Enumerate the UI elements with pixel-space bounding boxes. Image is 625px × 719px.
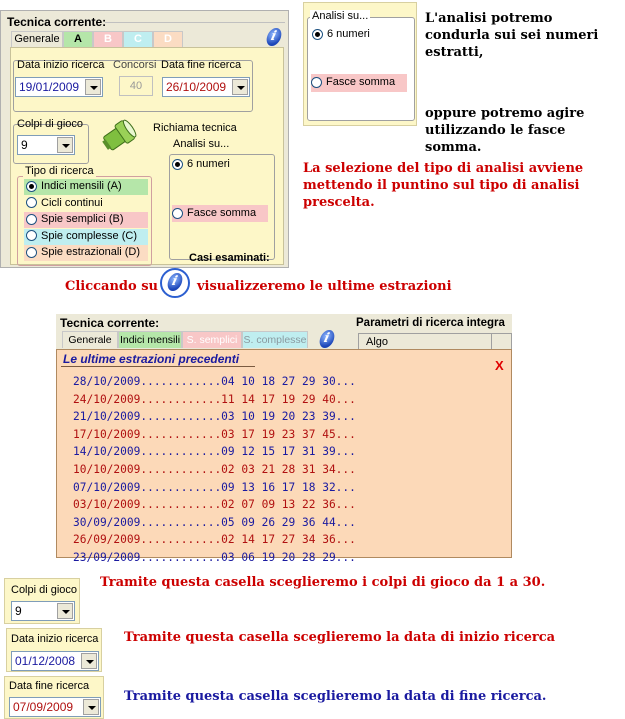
date-end-combo[interactable] (162, 77, 250, 97)
date-end-label: Data fine ricerca (161, 59, 242, 71)
analisi-opt2[interactable] (172, 205, 268, 222)
tipo-radio[interactable] (26, 247, 37, 258)
concorsi-field: 40 (119, 76, 153, 96)
tipo-option-label: Cicli continui (41, 196, 103, 209)
fine-panel (4, 676, 104, 719)
analisi2-opt2-label: Fasce somma (326, 76, 396, 88)
tipo-option-label: Indici mensili (A) (41, 180, 122, 192)
tipo-radio[interactable] (26, 197, 37, 208)
tipo-option-label: Spie semplici (B) (41, 213, 124, 226)
tipo-radio[interactable] (26, 181, 37, 192)
info-note-after: visualizzeremo le ultime estrazioni (197, 279, 452, 294)
casi-label: Casi esaminati: (189, 252, 270, 264)
info-icon[interactable] (318, 330, 336, 350)
tipo-option-label: Spie complesse (C) (41, 229, 137, 242)
chevron-down-icon[interactable] (57, 137, 73, 153)
tab-bar (11, 31, 183, 47)
fine-note: Tramite questa casella sceglieremo la data di fine ricerca. (124, 689, 547, 704)
popup-title: Le ultime estrazioni precedenti (63, 352, 240, 366)
flashlight-icon[interactable] (97, 116, 141, 156)
note-2: oppure potremo agire utilizzando le fasce somma. (425, 106, 585, 155)
tipo-option[interactable] (24, 179, 148, 195)
extractions-list (73, 373, 356, 567)
technique-panel-2 (56, 314, 512, 354)
inizio-label: Data inizio ricerca (11, 633, 99, 645)
close-button[interactable]: X (495, 358, 504, 373)
params-label: Parametri di ricerca integra (356, 317, 505, 329)
tab-generale[interactable]: Generale (11, 31, 63, 47)
colpi-combo[interactable] (17, 135, 75, 155)
tab-content (10, 47, 284, 265)
colpi-value-2: 9 (15, 604, 22, 618)
chevron-down-icon[interactable] (83, 699, 99, 715)
tipo-option[interactable] (24, 245, 148, 261)
tab-bar-2 (62, 331, 308, 348)
radio-6-numeri[interactable] (312, 29, 323, 40)
extraction-row: 24/10/2009............11 14 17 19 29 40... (73, 392, 356, 406)
info-circle (160, 268, 190, 298)
date-start-label: Data inizio ricerca (17, 59, 105, 71)
technique-panel (0, 10, 289, 268)
analisi-opt2-label: Fasce somma (187, 207, 257, 219)
note-1: L'analisi potremo condurla sui sei numeri estratti, (425, 11, 599, 60)
analisi2-opt1[interactable] (312, 28, 370, 40)
analisi2-opt1-label: 6 numeri (327, 28, 370, 40)
inizio-value: 01/12/2008 (15, 654, 76, 668)
extraction-row: 26/09/2009............02 14 17 27 34 36... (73, 533, 356, 547)
tipo-option[interactable] (24, 196, 148, 212)
analisi-opt1-label: 6 numeri (187, 158, 230, 170)
date-end-value: 26/10/2009 (166, 80, 227, 94)
chevron-down-icon[interactable] (81, 653, 97, 669)
tab-generale[interactable]: Generale (62, 331, 118, 348)
tipo-option-label: Spie estrazionali (D) (41, 246, 141, 259)
fine-label: Data fine ricerca (9, 680, 90, 692)
analisi-label: Analisi su... (173, 138, 230, 150)
extraction-row: 14/10/2009............09 12 15 17 31 39... (73, 445, 356, 459)
tipo-option[interactable] (24, 212, 148, 228)
radio-fasce-somma[interactable] (311, 77, 322, 88)
tipo-options (24, 179, 148, 262)
date-start-combo[interactable] (15, 77, 103, 97)
colpi-note: Tramite questa casella sceglieremo i colpi di gioco da 1 a 30. (100, 575, 546, 590)
chevron-down-icon[interactable] (232, 79, 248, 95)
richiama-label[interactable]: Richiama tecnica (153, 122, 237, 134)
extraction-row: 10/10/2009............02 03 21 28 31 34... (73, 462, 356, 476)
inizio-note: Tramite questa casella sceglieremo la data di inizio ricerca (124, 630, 556, 645)
panel-title-2: Tecnica corrente: (60, 316, 160, 330)
info-icon[interactable] (166, 273, 184, 293)
note-3: La selezione del tipo di analisi avviene mettendo il puntino sul tipo di analisi prescelta. (303, 161, 584, 210)
analisi-opt1[interactable] (172, 158, 230, 170)
tab-c[interactable]: C (123, 31, 153, 47)
tipo-label: Tipo di ricerca (25, 165, 94, 177)
radio-fasce-somma[interactable] (172, 208, 183, 219)
colpi-combo-2[interactable] (11, 601, 75, 621)
popup-title-rule (61, 366, 255, 367)
extraction-row: 23/09/2009............03 06 19 20 28 29... (73, 550, 356, 564)
extraction-row: 17/10/2009............03 17 19 23 37 45... (73, 427, 356, 441)
extraction-row: 30/09/2009............05 09 26 29 36 44... (73, 515, 356, 529)
info-note-before: Cliccando su (65, 279, 158, 294)
extraction-row: 21/10/2009............03 10 19 20 23 39... (73, 410, 356, 424)
tab-a[interactable]: A (63, 31, 93, 47)
inizio-combo[interactable] (11, 651, 99, 671)
fine-value: 07/09/2009 (13, 700, 74, 714)
panel-title: Tecnica corrente: (7, 15, 107, 29)
extraction-row: 28/10/2009............04 10 18 27 29 30... (73, 375, 356, 388)
extractions-popup (56, 349, 512, 564)
analisi-panel (303, 2, 417, 126)
radio-6-numeri[interactable] (172, 159, 183, 170)
fine-combo[interactable] (9, 697, 101, 717)
extraction-row: 07/10/2009............09 13 16 17 18 32... (73, 480, 356, 494)
extraction-row: 03/10/2009............02 07 09 13 22 36... (73, 498, 356, 512)
chevron-down-icon[interactable] (57, 603, 73, 619)
tab-s-semplici[interactable]: S. semplici (182, 331, 242, 348)
analisi2-opt2[interactable] (311, 74, 407, 92)
date-start-value: 19/01/2009 (19, 80, 80, 94)
tipo-option[interactable] (24, 229, 148, 245)
tipo-radio[interactable] (26, 230, 37, 241)
algo-label: Algo (366, 336, 389, 348)
tab-s-complesse[interactable]: S. complesse (242, 331, 308, 348)
tab-d[interactable]: D (153, 31, 183, 47)
title-rule (105, 22, 285, 23)
chevron-down-icon[interactable] (85, 79, 101, 95)
colpi-label: Colpi di gioco (17, 118, 84, 130)
tab-indici-mensili[interactable]: Indici mensili (118, 331, 182, 348)
analisi-label-2: Analisi su... (312, 10, 369, 22)
inizio-panel (6, 628, 102, 672)
colpi-value: 9 (21, 138, 28, 152)
colpi-panel (4, 578, 80, 624)
concorsi-label: Concorsi (113, 59, 157, 71)
info-icon[interactable] (265, 28, 283, 48)
tab-b[interactable]: B (93, 31, 123, 47)
tipo-radio[interactable] (26, 214, 37, 225)
colpi-label-2: Colpi di gioco (11, 584, 78, 596)
